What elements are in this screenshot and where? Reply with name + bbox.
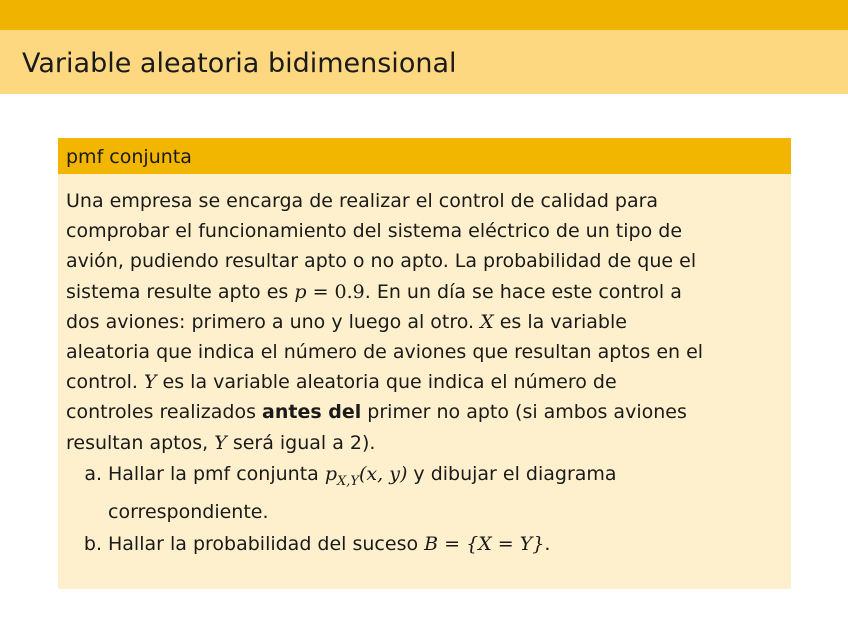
list-item: b. Hallar la probabilidad del suceso B = {X = Y}. — [66, 529, 783, 559]
block-body — [58, 174, 791, 559]
top-strip — [0, 0, 848, 30]
list-item: a. Hallar la pmf conjunta $p_{X,Y}(x$, y) y dibujar el diagrama correspondiente. — [66, 459, 783, 527]
bold-phrase: antes del — [262, 401, 362, 424]
paragraph-line: sistema resulte apto es p = 0.9. En un día se hace este control a — [66, 280, 682, 303]
paragraph-line: aleatoria que indica el número de aviones que resultan aptos en el — [66, 341, 704, 364]
paragraph-line: dos aviones: primero a uno y luego al otro. X es la variable — [66, 310, 627, 333]
paragraph-line: control. Y es la variable aleatoria que indica el número de — [66, 371, 617, 394]
paragraph-line: Una empresa se encarga de realizar el control de calidad para — [66, 190, 659, 212]
block-header: pmf conjunta — [58, 138, 791, 174]
p-value: 0.9 — [334, 280, 365, 303]
list-marker: a. — [84, 462, 102, 485]
paragraph-line: resultan aptos, Y será igual a 2). — [66, 431, 376, 454]
paragraph-line: comprobar el funcionamiento del sistema eléctrico de un tipo de — [66, 220, 683, 243]
theorem-block — [58, 138, 791, 589]
list-item-continuation: correspondiente. — [108, 500, 269, 523]
frame-title: Variable aleatoria bidimensional — [22, 48, 457, 79]
paragraph-line: avión, pudiendo resultar apto o no apto. La probabilidad de que el — [66, 250, 697, 273]
list-marker: b. — [83, 533, 102, 556]
paragraph-line: controles realizados antes del primer no apto (si ambos aviones — [66, 401, 687, 424]
